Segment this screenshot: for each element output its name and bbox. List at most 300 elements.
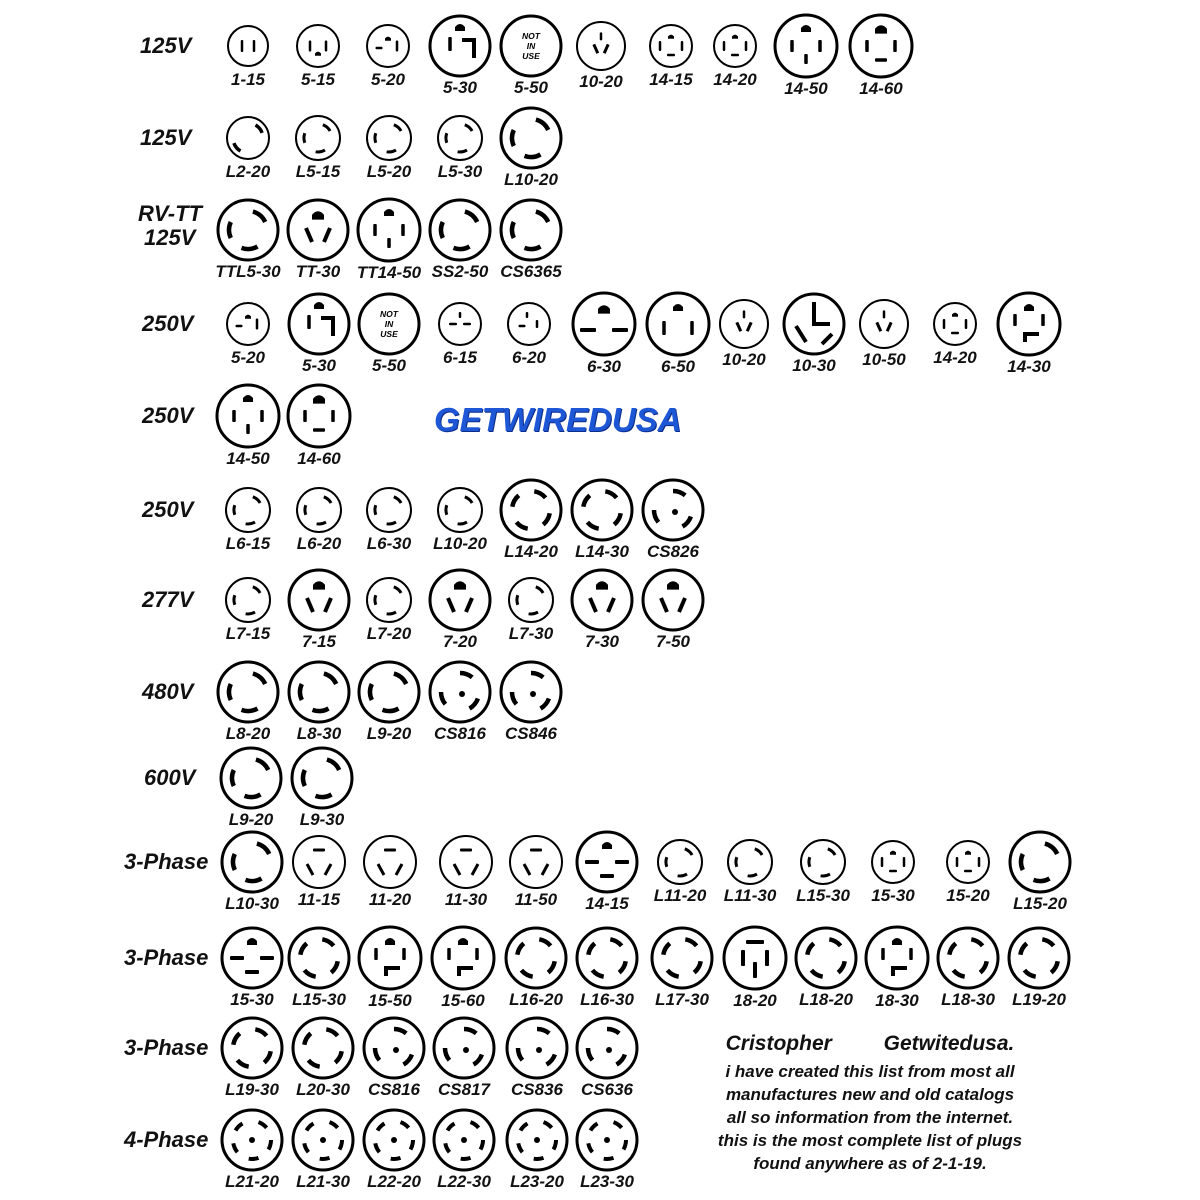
plug-receptacle: [223, 485, 273, 535]
plug-receptacle: [574, 925, 640, 991]
plug-receptacle: [655, 837, 705, 887]
watermark-logo: GETWIREDUSA: [434, 401, 682, 438]
plug-face-icon: [219, 925, 285, 991]
voltage-row-label-line: 250V: [142, 497, 194, 522]
plug-face-icon: [655, 837, 705, 887]
plug-face-icon: [931, 300, 979, 348]
plug-label: L7-20: [366, 624, 412, 643]
credit-block: [670, 1032, 1070, 1175]
plug-label: 1-15: [230, 70, 266, 89]
plug-face-icon: [361, 833, 419, 891]
plug-receptacle: [644, 290, 712, 358]
plug-face-icon: [214, 382, 282, 450]
plug-receptacle: [361, 1107, 427, 1173]
plug-label: 6-50: [660, 357, 696, 376]
plug-receptacle: [223, 575, 273, 625]
plug-label: L18-30: [941, 990, 995, 1009]
plug-receptacle: [570, 290, 638, 358]
plug-face-icon: [569, 567, 635, 633]
plug-face-icon: [429, 924, 497, 992]
plug-label: 5-20: [230, 348, 266, 367]
plug-face-icon: [507, 833, 565, 891]
plug-label: 18-20: [733, 991, 777, 1010]
plug-label: L15-20: [1013, 894, 1067, 913]
plug-receptacle: [355, 196, 423, 264]
plug-label: 18-30: [875, 991, 919, 1010]
plug-label: 7-50: [655, 632, 691, 651]
plug-face-icon: [223, 485, 273, 535]
plug-face-icon: [944, 838, 992, 886]
plug-label: L15-30: [292, 990, 346, 1009]
plug-face-icon: [847, 12, 915, 80]
plug-receptacle: [504, 1107, 570, 1173]
plug-label: 6-15: [442, 348, 478, 367]
plug-label: L16-20: [509, 990, 563, 1009]
plug-face-icon: [215, 659, 281, 725]
plug-face-icon: [427, 659, 493, 725]
plug-receptacle: [640, 477, 706, 543]
plug-receptacle: [218, 745, 284, 811]
plug-receptacle: [219, 1107, 285, 1173]
plug-label: 10-50: [862, 350, 906, 369]
plug-face-icon: [793, 925, 859, 991]
credit-line: all so information from the internet.: [726, 1108, 1014, 1127]
voltage-row-label-line: 4-Phase: [124, 1127, 209, 1152]
plug-label: CS817: [438, 1080, 490, 1099]
voltage-row-label-line: 250V: [142, 311, 194, 336]
voltage-row-label: [140, 126, 191, 150]
plug-receptacle: [285, 197, 351, 263]
plug-face-icon: [219, 829, 285, 895]
plug-face-icon: [431, 1107, 497, 1173]
plug-receptacle: [498, 197, 564, 263]
plug-label: 15-50: [368, 991, 412, 1010]
plug-face-icon: [294, 485, 344, 535]
plug-receptacle: [857, 297, 911, 351]
plug-label: CS836: [511, 1080, 563, 1099]
plug-face-icon: [356, 924, 424, 992]
plug-label: CS816: [368, 1080, 420, 1099]
plug-face-icon: [995, 290, 1063, 358]
plug-face-icon: [644, 290, 712, 358]
plug-receptacle: [863, 924, 931, 992]
plug-receptacle: [507, 833, 565, 891]
plug-label: L6-30: [366, 534, 412, 553]
plug-receptacle: [504, 1015, 570, 1081]
plug-face-icon: [435, 113, 485, 163]
plug-receptacle: [431, 1015, 497, 1081]
credit-line: this is the most complete list of plugs: [717, 1131, 1023, 1150]
voltage-row-label-line: 480V: [142, 679, 194, 704]
plug-receptacle: [215, 197, 281, 263]
plug-receptacle: [285, 382, 353, 450]
plug-receptacle: [361, 833, 419, 891]
plug-face-icon: [290, 833, 348, 891]
plug-label: 5-50: [513, 78, 549, 97]
plug-label: 5-30: [442, 78, 478, 97]
plug-receptacle: [364, 575, 414, 625]
plug-label: 15-30: [871, 886, 915, 905]
voltage-row-label-line: 3-Phase: [124, 849, 209, 874]
plug-receptacle: [931, 300, 979, 348]
plug-face-icon: [574, 925, 640, 991]
plug-receptacle: [498, 477, 564, 543]
plug-face-icon: [574, 1015, 640, 1081]
plug-receptacle: [437, 833, 495, 891]
plug-label: 15-20: [946, 886, 990, 905]
plug-label: L21-20: [225, 1172, 279, 1191]
plug-label: 15-30: [230, 990, 274, 1009]
plug-label: 14-15: [585, 894, 629, 913]
plug-receptacle: [647, 22, 695, 70]
plug-label: L9-20: [366, 724, 412, 743]
plug-face-icon: [431, 1015, 497, 1081]
voltage-row-label-line: 3-Phase: [124, 945, 209, 970]
plug-label: L5-15: [295, 162, 341, 181]
plug-face-icon: [294, 22, 342, 70]
plug-receptacle: [290, 1015, 356, 1081]
plug-receptacle: [225, 23, 271, 69]
plug-label: CS636: [581, 1080, 633, 1099]
plug-face-icon: [498, 659, 564, 725]
plug-face-icon: [570, 290, 638, 358]
plug-face-icon: [290, 1015, 356, 1081]
plug-receptacle: [219, 829, 285, 895]
plug-label: L6-20: [296, 534, 342, 553]
plug-face-icon: [427, 13, 493, 79]
plug-face-icon: [225, 23, 271, 69]
plug-receptacle: [361, 1015, 427, 1081]
plug-label: 11-15: [297, 890, 341, 909]
plug-receptacle: [215, 659, 281, 725]
plug-face-icon: [504, 1015, 570, 1081]
plug-face-icon: [647, 22, 695, 70]
plug-face-icon: [869, 838, 917, 886]
plug-label: TTL5-30: [215, 262, 281, 281]
plug-receptacle: [498, 13, 564, 79]
plug-label: L8-30: [296, 724, 342, 743]
voltage-row-label-line: RV-TT: [138, 201, 202, 226]
plug-label: 10-20: [722, 350, 766, 369]
plug-receptacle: [503, 925, 569, 991]
plug-label: L5-30: [437, 162, 483, 181]
voltage-row-label: [140, 34, 191, 58]
plug-face-icon: [857, 297, 911, 351]
plug-label: CS816: [434, 724, 486, 743]
plug-receptacle: [505, 300, 553, 348]
plug-receptacle: [711, 22, 759, 70]
plug-receptacle: [219, 925, 285, 991]
plug-receptacle: [427, 197, 493, 263]
plug-receptacle: [569, 477, 635, 543]
plug-receptacle: [219, 1015, 285, 1081]
plug-label: L6-15: [225, 534, 271, 553]
voltage-row-label: [124, 850, 208, 874]
plug-receptacle: [498, 659, 564, 725]
plug-label: 11-50: [514, 890, 558, 909]
plug-face-icon: [1007, 829, 1073, 895]
voltage-row-label: [142, 588, 193, 612]
plug-receptacle: [364, 22, 412, 70]
plug-receptacle: [364, 485, 414, 535]
plug-label: L21-30: [296, 1172, 350, 1191]
plug-receptacle: [427, 13, 493, 79]
svg-text:NOT: NOT: [380, 309, 398, 319]
plug-receptacle: [506, 575, 556, 625]
plug-face-icon: [640, 477, 706, 543]
plug-face-icon: [427, 197, 493, 263]
plug-receptacle: [356, 924, 424, 992]
plug-face-icon: [725, 837, 775, 887]
plug-face-icon: [293, 113, 343, 163]
plug-label: CS826: [647, 542, 699, 561]
voltage-row-label: [142, 680, 193, 704]
plug-label: 14-60: [297, 449, 341, 468]
plug-label: 6-30: [586, 357, 622, 376]
plug-face-icon: [361, 1107, 427, 1173]
plug-label: L10-30: [225, 894, 279, 913]
voltage-row-label: [124, 1128, 208, 1152]
plug-receptacle: [721, 924, 789, 992]
plug-label: 14-50: [784, 79, 828, 98]
plug-face-icon: [435, 485, 485, 535]
plug-label: CS846: [505, 724, 557, 743]
plug-label: 11-20: [368, 890, 412, 909]
plug-label: SS2-50: [431, 262, 489, 281]
voltage-row-label-line: 600V: [144, 765, 196, 790]
plug-face-icon: [224, 114, 272, 162]
plug-face-icon: [506, 575, 556, 625]
credit-name-right: Getwitedusa.: [883, 1032, 1015, 1055]
plug-receptacle: [995, 290, 1063, 358]
plug-face-icon: [355, 196, 423, 264]
plug-receptacle: [935, 925, 1001, 991]
plug-receptacle: [435, 113, 485, 163]
svg-text:NOT: NOT: [522, 31, 540, 41]
plug-label: L19-30: [225, 1080, 279, 1099]
plug-receptacle: [717, 297, 771, 351]
plug-receptacle: [498, 105, 564, 171]
plug-face-icon: [574, 19, 628, 73]
voltage-row-label-line: 277V: [142, 587, 194, 612]
plug-label: 5-20: [370, 70, 406, 89]
plug-face-icon: [289, 745, 355, 811]
plug-label: CS6365: [500, 262, 562, 281]
plug-face-icon: [798, 837, 848, 887]
svg-text:IN: IN: [384, 319, 394, 329]
plug-receptacle: [290, 1107, 356, 1173]
plug-label: 14-50: [226, 449, 270, 468]
plug-receptacle: [725, 837, 775, 887]
plug-receptacle: [293, 113, 343, 163]
plug-label: L14-20: [504, 542, 558, 561]
plug-face-icon: [224, 300, 272, 348]
plug-label: L23-30: [580, 1172, 634, 1191]
plug-face-icon: [863, 924, 931, 992]
plug-receptacle: [640, 567, 706, 633]
plug-face-icon: [364, 485, 414, 535]
plug-receptacle: [569, 567, 635, 633]
plug-face-icon: [218, 745, 284, 811]
plug-face-icon: [290, 1107, 356, 1173]
plug-receptacle: [793, 925, 859, 991]
credit-name-left: Cristopher: [725, 1032, 832, 1055]
plug-label: L22-20: [367, 1172, 421, 1191]
plug-label: 14-20: [713, 70, 757, 89]
plug-receptacle: [286, 291, 352, 357]
plug-face-icon: [219, 1015, 285, 1081]
plug-receptacle: [436, 300, 484, 348]
plug-face-icon: [498, 477, 564, 543]
plug-face-icon: [781, 291, 847, 357]
plug-label: L10-20: [433, 534, 487, 553]
plug-label: L10-20: [504, 170, 558, 189]
plug-label: 10-20: [579, 72, 623, 91]
plug-receptacle: [1007, 829, 1073, 895]
plug-receptacle: [781, 291, 847, 357]
voltage-row-label-line: 125V: [144, 225, 196, 250]
plug-label: 14-20: [933, 348, 977, 367]
plug-receptacle: [574, 1015, 640, 1081]
plug-label: L7-15: [225, 624, 271, 643]
plug-face-icon: [286, 925, 352, 991]
plug-face-icon: [285, 382, 353, 450]
plug-receptacle: [290, 833, 348, 891]
voltage-row-label-line: 125V: [140, 125, 192, 150]
plug-label: TT-30: [295, 262, 341, 281]
plug-receptacle: [224, 114, 272, 162]
plug-label: 5-15: [300, 70, 336, 89]
plug-label: L15-30: [796, 886, 850, 905]
plug-receptacle: [294, 22, 342, 70]
plug-label: L16-30: [580, 990, 634, 1009]
plug-face-icon: [569, 477, 635, 543]
plug-label: L11-20: [653, 886, 707, 905]
plug-label: 7-15: [301, 632, 337, 651]
plug-face-icon: [721, 924, 789, 992]
plug-receptacle: [289, 745, 355, 811]
voltage-row-label-line: 125V: [140, 33, 192, 58]
plug-face-icon: [436, 300, 484, 348]
plug-label: L2-20: [225, 162, 271, 181]
plug-label: L22-30: [437, 1172, 491, 1191]
voltage-row-label: [142, 498, 193, 522]
plug-receptacle: [435, 485, 485, 535]
plug-receptacle: [214, 382, 282, 450]
plug-face-icon: [504, 1107, 570, 1173]
plug-face-icon: [437, 833, 495, 891]
plug-label: L8-20: [225, 724, 271, 743]
plug-receptacle: [429, 924, 497, 992]
plug-label: 15-60: [441, 991, 485, 1010]
plug-receptacle: [649, 925, 715, 991]
plug-face-icon: [772, 12, 840, 80]
plug-face-icon: [711, 22, 759, 70]
plug-label: L9-30: [299, 810, 345, 829]
plug-label: 6-20: [511, 348, 547, 367]
voltage-row-label: [124, 946, 208, 970]
svg-text:USE: USE: [522, 51, 540, 61]
plug-face-icon: [498, 197, 564, 263]
plug-receptacle: [364, 113, 414, 163]
plug-label: L18-20: [799, 990, 853, 1009]
plug-label: L11-30: [723, 886, 777, 905]
voltage-row-label-line: 3-Phase: [124, 1035, 209, 1060]
plug-receptacle: [286, 925, 352, 991]
plug-receptacle: [224, 300, 272, 348]
plug-label: L7-30: [508, 624, 554, 643]
plug-receptacle: [294, 485, 344, 535]
plug-face-icon: [574, 1107, 640, 1173]
plug-receptacle: [869, 838, 917, 886]
plug-label: 10-30: [792, 356, 836, 375]
plug-label: L19-20: [1012, 990, 1066, 1009]
plug-receptacle: [286, 659, 352, 725]
plug-face-icon: [215, 197, 281, 263]
plug-receptacle: [1006, 925, 1072, 991]
plug-label: 5-30: [301, 356, 337, 375]
plug-label: 14-15: [649, 70, 693, 89]
plug-label: 11-30: [444, 890, 488, 909]
voltage-row-label: [138, 202, 202, 250]
voltage-row-label-line: 250V: [142, 403, 194, 428]
plug-face-icon: [1006, 925, 1072, 991]
plug-label: 14-60: [859, 79, 903, 98]
plug-receptacle: [772, 12, 840, 80]
svg-text:USE: USE: [380, 329, 398, 339]
voltage-row-label: [142, 312, 193, 336]
voltage-row-label: [124, 1036, 208, 1060]
plug-label: L5-20: [366, 162, 412, 181]
plug-receptacle: [431, 1107, 497, 1173]
plug-face-icon: [285, 197, 351, 263]
plug-receptacle: [574, 1107, 640, 1173]
credit-line: manufactures new and old catalogs: [725, 1085, 1015, 1104]
plug-face-icon: [223, 575, 273, 625]
plug-face-icon: [640, 567, 706, 633]
plug-label: TT14-50: [356, 263, 422, 282]
plug-face-icon: [356, 659, 422, 725]
plug-face-icon: [503, 925, 569, 991]
plug-label: 7-20: [442, 632, 478, 651]
plug-label: L17-30: [655, 990, 709, 1009]
plug-label: L20-30: [296, 1080, 350, 1099]
svg-text:IN: IN: [526, 41, 536, 51]
plug-face-icon: [364, 113, 414, 163]
plug-label: 7-30: [584, 632, 620, 651]
plug-face-icon: [505, 300, 553, 348]
plug-face-icon: [219, 1107, 285, 1173]
voltage-row-label: [144, 766, 195, 790]
plug-label: L9-20: [228, 810, 274, 829]
plug-receptacle: [847, 12, 915, 80]
plug-face-icon: [649, 925, 715, 991]
plug-receptacle: [798, 837, 848, 887]
plug-label: 14-30: [1007, 357, 1051, 376]
plug-receptacle: [356, 659, 422, 725]
plug-face-icon: [364, 22, 412, 70]
plug-receptacle: [944, 838, 992, 886]
credit-line: found anywhere as of 2-1-19.: [753, 1154, 987, 1173]
plug-receptacle: [427, 659, 493, 725]
plug-face-icon: [364, 575, 414, 625]
plug-face-icon: [935, 925, 1001, 991]
plug-face-icon: [286, 291, 352, 357]
plug-face-icon: [498, 13, 564, 79]
plug-face-icon: [717, 297, 771, 351]
plug-label: L23-20: [510, 1172, 564, 1191]
plug-face-icon: [361, 1015, 427, 1081]
